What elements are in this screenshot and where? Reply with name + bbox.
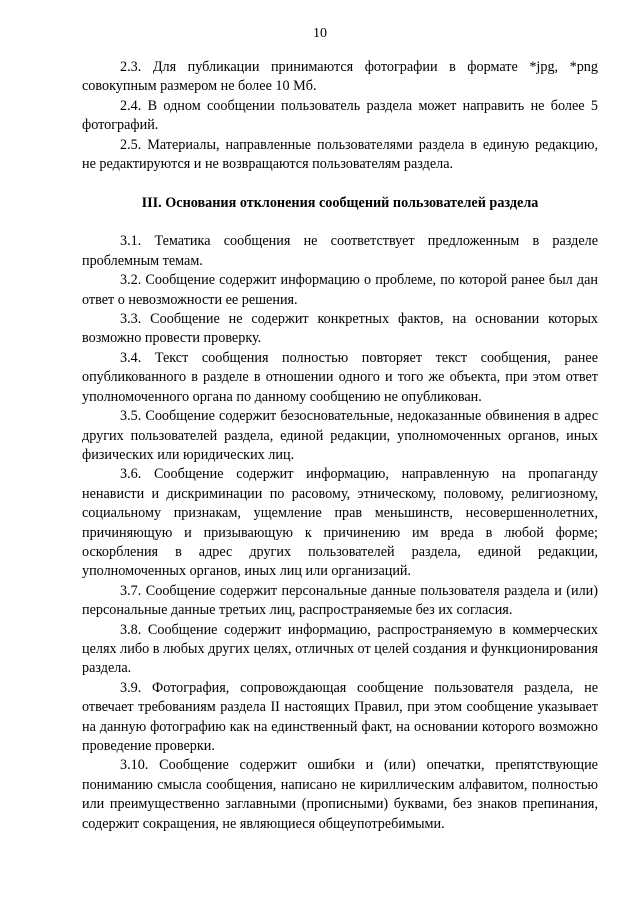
paragraph-3-10: 3.10. Сообщение содержит ошибки и (или) опечатки, препятствующие пониманию смысла сообщения, написано не кириллическим алфавитом, полностью или преимущественно заглавными (прописными) буквами, без знаков препинания, содержит сокращения, не являющиеся общеупотребимыми. [82, 757, 598, 832]
document-body [82, 58, 598, 834]
page-number: 10 [313, 26, 327, 41]
paragraph-3-6: 3.6. Сообщение содержит информацию, направленную на пропаганду ненависти и дискриминации по расовому, этническому, половому, религиозному, социальному признакам, ущемление прав меньшинств, несовершеннолетних, причиняющую и призывающую к причинению им вреда в любой форме; оскорбления в адрес других пользователей раздела, единой редакции, уполномоченных органов, иных лиц или организаций. [82, 466, 598, 580]
paragraph-3-7: 3.7. Сообщение содержит персональные данные пользователя раздела и (или) персональные данные третьих лиц, распространяемые без их согласия. [82, 582, 598, 619]
paragraph-3-3: 3.3. Сообщение не содержит конкретных фактов, на основании которых возможно провести проверку. [82, 311, 598, 347]
paragraph-3-1: 3.1. Тематика сообщения не соответствует предложенным в разделе проблемным темам. [82, 233, 598, 269]
paragraph-2-3: 2.3. Для публикации принимаются фотографии в формате *jpg, *png совокупным размером не более 10 Мб. [82, 59, 598, 95]
paragraph-3-2: 3.2. Сообщение содержит информацию о проблеме, по которой ранее был дан ответ о невозможности ее решения. [82, 272, 598, 308]
paragraph-3-9: 3.9. Фотография, сопровождающая сообщение пользователя раздела, не отвечает требованиям раздела II настоящих Правил, при этом сообщение указывает на данную фотографию как на единственный факт, на основании которого возможно проведение проверки. [82, 679, 598, 754]
section-heading-3: III. Основания отклонения сообщений пользователей раздела [141, 195, 539, 212]
paragraph-3-4: 3.4. Текст сообщения полностью повторяет текст сообщения, ранее опубликованного в разделе в отношении одного и того же объекта, при этом ответ уполномоченного органа по данному сообщению не опубликован. [82, 349, 598, 405]
paragraph-2-4: 2.4. В одном сообщении пользователь раздела может направить не более 5 фотографий. [82, 97, 598, 134]
paragraph-3-5: 3.5. Сообщение содержит безосновательные, недоказанные обвинения в адрес других пользователей раздела, единой редакции, уполномоченных органов, иных физических или юридических лиц. [82, 408, 598, 463]
paragraph-2-5: 2.5. Материалы, направленные пользователями раздела в единую редакцию, не редактируются и не возвращаются пользователям раздела. [82, 136, 598, 173]
paragraph-3-8: 3.8. Сообщение содержит информацию, распространяемую в коммерческих целях либо в любых других целях, отличных от целей создания и функционирования раздела. [82, 621, 598, 677]
